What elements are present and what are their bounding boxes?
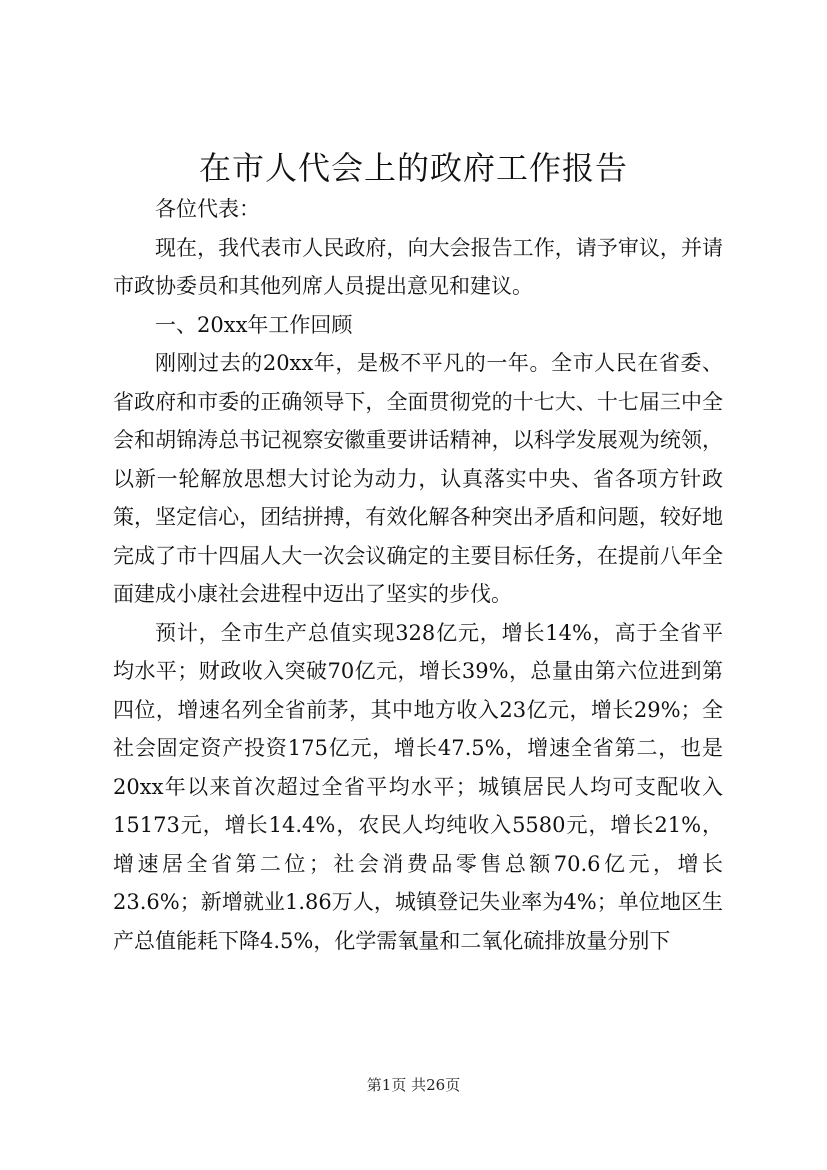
document-title: 在市人代会上的政府工作报告: [198, 149, 628, 187]
page-number-footer: 第1页 共26页: [366, 1076, 461, 1094]
salutation-paragraph: 各位代表：: [155, 197, 260, 221]
document-body: [113, 190, 723, 960]
intro-paragraph: 现在，我代表市人民政府，向大会报告工作，请予审议，并请市政协委员和其他列席人员提出意见和建议。: [113, 235, 723, 298]
section-heading: 一、20xx年工作回顾: [155, 312, 353, 337]
review-paragraph: 刚刚过去的20xx年，是极不平凡的一年。全市人民在省委、省政府和市委的正确领导下，全面贯彻党的十七大、十七届三中全会和胡锦涛总书记视察安徽重要讲话精神，以科学发展观为统领，以新一轮解放思想大讨论为动力，认真落实中央、省各项方针政策，坚定信心，团结拼搏，有效化解各种突出矛盾和问题，较好地完成了市十四届人大一次会议确定的主要目标任务，在提前八年全面建成小康社会进程中迈出了坚实的步伐。: [113, 351, 723, 606]
statistics-paragraph: 预计，全市生产总值实现328亿元，增长14%，高于全省平均水平；财政收入突破70亿元，增长39%，总量由第六位进到第四位，增速名列全省前茅，其中地方收入23亿元，增长29%；全社会固定资产投资175亿元，增长47.5%，增速全省第二，也是20xx年以来首次超过全省平均水平；城镇居民人均可支配收入15173元，增长14.4%，农民人均纯收入5580元，增长21%，增速居全省第二位；社会消费品零售总额70.6亿元，增长23.6%；新增就业1.86万人，城镇登记失业率为4%；单位地区生产总值能耗下降4.5%，化学需氧量和二氧化硫排放量分别下: [113, 620, 723, 953]
